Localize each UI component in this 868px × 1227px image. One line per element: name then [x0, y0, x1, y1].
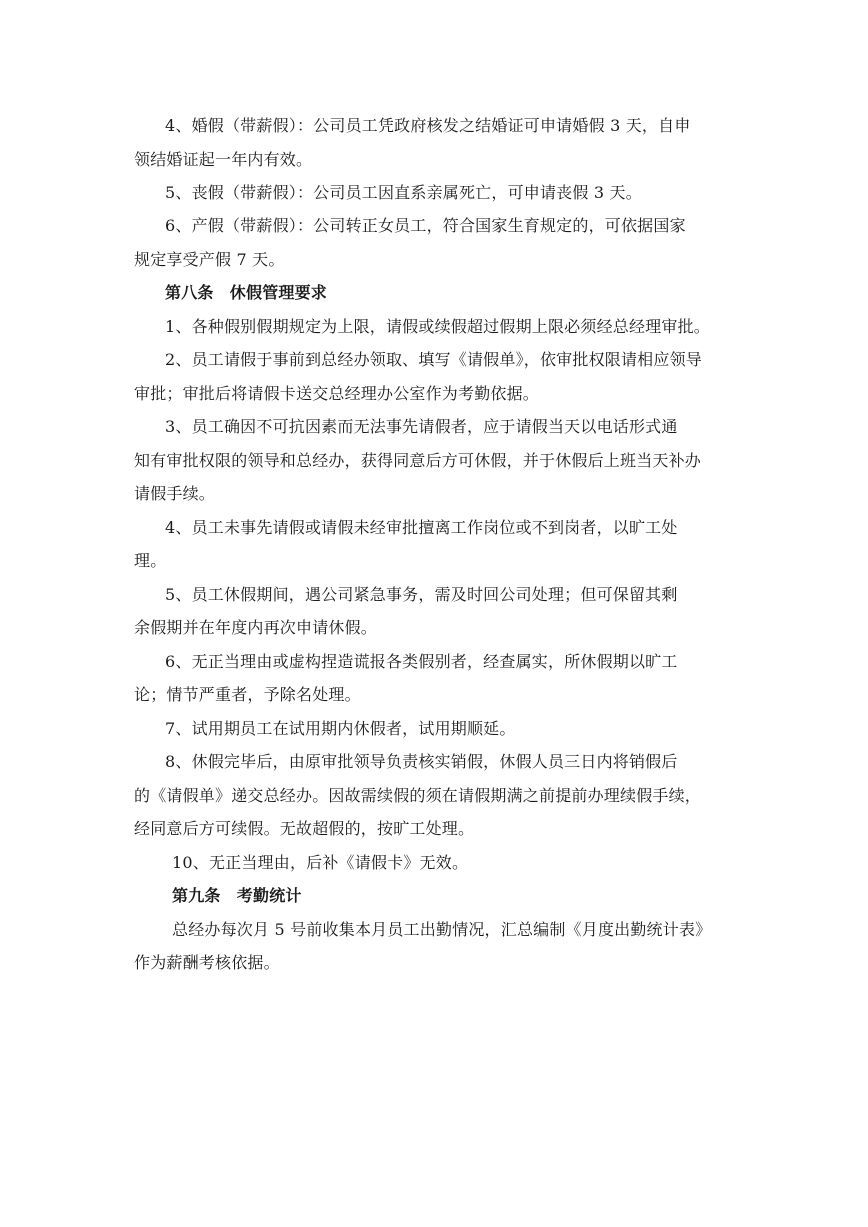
- attendance-stats-line-2: 作为薪酬考核依据。: [134, 953, 280, 972]
- paragraph-marriage-leave-line-2: 领结婚证起一年内有效。: [134, 150, 313, 169]
- rule-3-line-3: 请假手续。: [134, 484, 216, 503]
- rule-5-line-1: 5、员工休假期间，遇公司紧急事务，需及时回公司处理；但可保留其剩: [165, 585, 678, 604]
- rule-4-line-2: 理。: [134, 551, 167, 570]
- section-heading-article-9: 第九条 考勤统计: [172, 886, 302, 905]
- attendance-stats-line-1: 总经办每次月 5 号前收集本月员工出勤情况，汇总编制《月度出勤统计表》: [172, 920, 712, 939]
- paragraph-maternity-leave-line-2: 规定享受产假 7 天。: [134, 250, 285, 269]
- rule-6-line-2: 论；情节严重者，予除名处理。: [134, 685, 361, 704]
- rule-3-line-2: 知有审批权限的领导和总经办，获得同意后方可休假，并于休假后上班当天补办: [134, 451, 702, 470]
- rule-7: 7、试用期员工在试用期内休假者，试用期顺延。: [165, 719, 516, 738]
- rule-10: 10、无正当理由，后补《请假卡》无效。: [172, 853, 469, 872]
- rule-8-line-2: 的《请假单》递交总经办。因故需续假的须在请假期满之前提前办理续假手续，: [134, 786, 702, 805]
- paragraph-bereavement-leave: 5、丧假（带薪假）：公司员工因直系亲属死亡，可申请丧假 3 天。: [165, 183, 642, 202]
- rule-5-line-2: 余假期并在年度内再次申请休假。: [134, 618, 378, 637]
- rule-2-line-2: 审批；审批后将请假卡送交总经理办公室作为考勤依据。: [134, 384, 540, 403]
- rule-8-line-3: 经同意后方可续假。无故超假的，按旷工处理。: [134, 819, 475, 838]
- rule-2-line-1: 2、员工请假于事前到总经办领取、填写《请假单》，依审批权限请相应领导: [165, 350, 702, 369]
- paragraph-marriage-leave-line-1: 4、婚假（带薪假）：公司员工凭政府核发之结婚证可申请婚假 3 天，自申: [165, 116, 691, 135]
- paragraph-maternity-leave-line-1: 6、产假（带薪假）：公司转正女员工，符合国家生育规定的，可依据国家: [165, 216, 686, 235]
- rule-6-line-1: 6、无正当理由或虚构捏造谎报各类假别者，经查属实，所休假期以旷工: [165, 652, 678, 671]
- rule-4-line-1: 4、员工未事先请假或请假未经审批擅离工作岗位或不到岗者，以旷工处: [165, 518, 678, 537]
- section-heading-article-8: 第八条 休假管理要求: [165, 283, 328, 302]
- rule-3-line-1: 3、员工确因不可抗因素而无法事先请假者，应于请假当天以电话形式通: [165, 417, 678, 436]
- rule-1: 1、各种假别假期规定为上限，请假或续假超过假期上限必须经总经理审批。: [165, 317, 710, 336]
- rule-8-line-1: 8、休假完毕后，由原审批领导负责核实销假，休假人员三日内将销假后: [165, 752, 678, 771]
